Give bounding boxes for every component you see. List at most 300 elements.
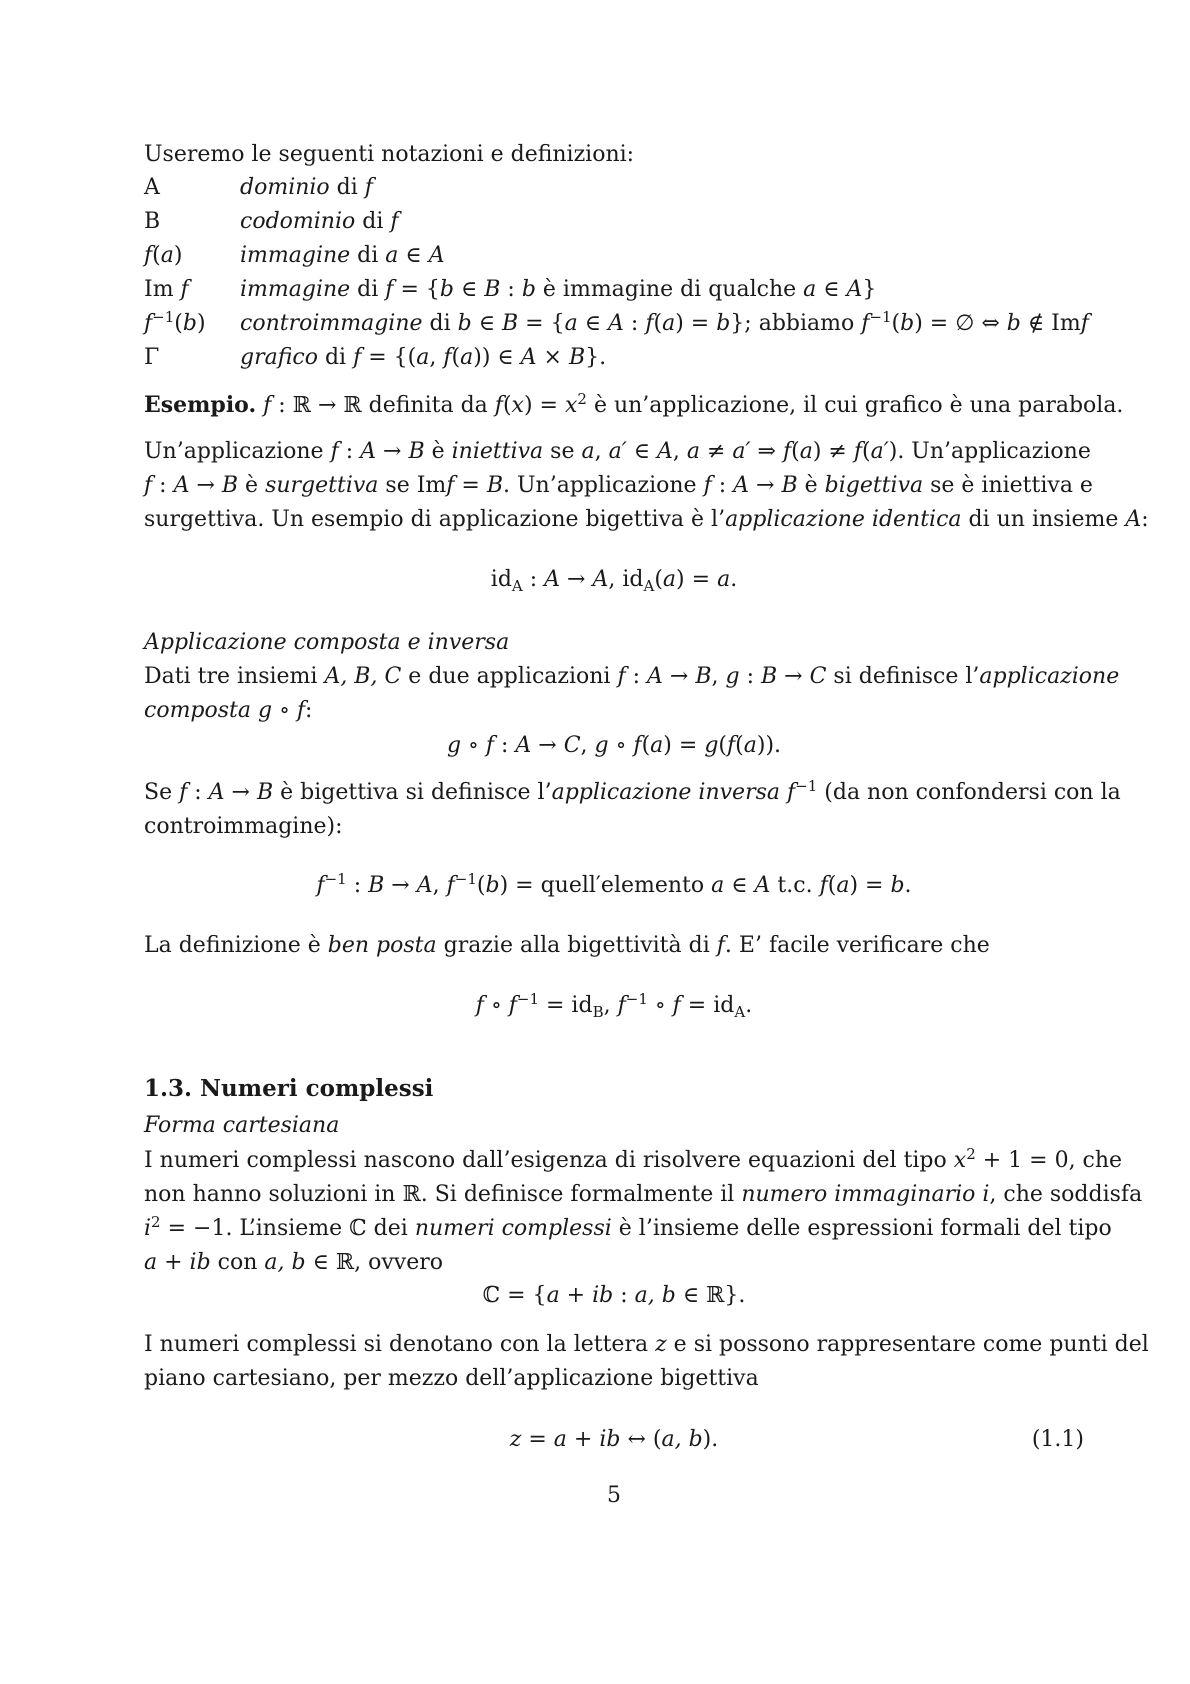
math-symbol: A [208, 780, 225, 805]
text-run: surgettiva [265, 473, 379, 498]
text-run: = [454, 473, 487, 498]
text-run: }; abbiamo [730, 311, 862, 336]
text-run: e due applicazioni [401, 664, 618, 689]
math-symbol: A [520, 345, 537, 370]
text-run: × [536, 345, 569, 370]
math-symbol: A [544, 567, 561, 592]
notation-definition [240, 340, 606, 376]
math-symbol: B [221, 473, 239, 498]
math-symbol: A [733, 473, 750, 498]
text-run: di [422, 311, 458, 336]
math-symbol: a′ [870, 439, 889, 464]
math-symbol: f [144, 243, 153, 268]
text-run: ℂ = { [482, 1283, 547, 1308]
paragraph-line [144, 1211, 1112, 1247]
math-symbol: f [364, 175, 373, 200]
text-run: ) = [849, 873, 891, 898]
paragraph-line [144, 1245, 443, 1281]
text-run: + 1 = 0, che [975, 1148, 1123, 1173]
math-symbol: a [144, 1250, 158, 1275]
text-run: → [189, 473, 222, 498]
text-run: , [672, 439, 687, 464]
math-symbol: a [564, 311, 578, 336]
math-symbol: f [144, 311, 153, 336]
text-run: di [329, 175, 365, 200]
math-symbol: ib [592, 1283, 614, 1308]
equation-bijection [144, 1422, 1084, 1458]
superscript: 2 [151, 1213, 161, 1231]
text-run: si definisce l’ [826, 664, 980, 689]
math-symbol: f [179, 780, 188, 805]
math-symbol: f [475, 993, 484, 1018]
text-run: applicazione [979, 664, 1120, 689]
math-symbol: C [809, 664, 827, 689]
text-run: ( [891, 311, 901, 336]
text-run: . [904, 873, 912, 898]
math-symbol: a [799, 439, 813, 464]
text-run: = −1. L’insieme ℂ dei [160, 1216, 415, 1241]
math-symbol: f [180, 277, 189, 302]
math-symbol: g [594, 733, 609, 758]
text-run: ( [862, 439, 871, 464]
math-symbol: a [662, 567, 677, 592]
text-run: è immagine di qualche [535, 277, 804, 302]
text-run: ( [827, 873, 837, 898]
text-run: ∉ Im [1020, 311, 1081, 336]
text-run: Dati tre insiemi [144, 664, 325, 689]
math-symbol: A [592, 567, 609, 592]
text-run: . [745, 993, 753, 1018]
math-symbol: b [521, 277, 536, 302]
text-run: ( [653, 311, 663, 336]
math-symbol: A, B, C [324, 664, 402, 689]
text-run: ∈ ℝ, ovvero [305, 1250, 444, 1275]
math-symbol: g [258, 698, 273, 723]
text-run: ∈ [471, 311, 503, 336]
math-symbol: b [900, 311, 915, 336]
text-run: : [1141, 507, 1149, 532]
superscript: −1 [625, 990, 648, 1008]
text-run: ben posta [327, 933, 437, 958]
text-run: immagine [240, 277, 351, 302]
text-run: ∈ ℝ}. [675, 1283, 746, 1308]
text-run: I numeri complessi si denotano con la lettera [144, 1332, 656, 1357]
text-run: ∘ [461, 733, 486, 758]
math-symbol: A [144, 175, 160, 200]
math-symbol: f [443, 345, 452, 370]
math-symbol: i [982, 1182, 990, 1207]
text-run: numero immaginario [741, 1182, 983, 1207]
paragraph-line [144, 809, 343, 845]
subscript: A [511, 577, 523, 595]
math-symbol: f [494, 393, 503, 418]
paragraph-line [144, 659, 1120, 695]
math-symbol: ib [599, 1427, 621, 1452]
text-run: se [543, 439, 582, 464]
math-symbol: f [316, 873, 325, 898]
text-run: grafico [240, 345, 318, 370]
math-symbol: f [617, 993, 626, 1018]
text-run: piano cartesiano, per mezzo dell’applicazione bigettiva [144, 1366, 759, 1391]
math-symbol: C [563, 733, 581, 758]
text-run: )). [756, 733, 782, 758]
text-run: : [346, 873, 369, 898]
math-symbol: f [861, 311, 870, 336]
paragraph-line [144, 1361, 759, 1397]
text-run: e si possono rappresentare come punti del [666, 1332, 1149, 1357]
text-run: Un’applicazione [144, 439, 331, 464]
text-run: → [749, 473, 782, 498]
text-run: . [730, 567, 738, 592]
notation-symbol [144, 238, 182, 274]
text-run: , [429, 345, 444, 370]
math-symbol: x [953, 1148, 967, 1173]
text-run: se Im [378, 473, 447, 498]
text-run: ) = [676, 567, 718, 592]
math-symbol: A [846, 277, 863, 302]
superscript: −1 [454, 870, 477, 888]
math-symbol: f [645, 311, 654, 336]
math-symbol: f [672, 993, 681, 1018]
text-run: controimmagine): [144, 814, 343, 839]
math-symbol: g [446, 733, 462, 758]
math-symbol: B [695, 664, 712, 689]
text-run: ∈ [577, 311, 609, 336]
superscript: −1 [152, 308, 175, 326]
paragraph-line [144, 775, 1121, 811]
text-run: : [625, 664, 648, 689]
math-symbol: b [890, 873, 905, 898]
superscript: −1 [795, 777, 818, 795]
math-symbol: f [727, 733, 736, 758]
math-symbol: a [662, 311, 676, 336]
text-run: + [559, 1283, 593, 1308]
notation-definition [240, 238, 445, 274]
text-run: , id [608, 567, 644, 592]
text-run: }. [585, 345, 607, 370]
text-run: ( [502, 393, 512, 418]
math-symbol: f [485, 733, 494, 758]
text-run: ). [702, 1427, 719, 1452]
text-run: I numeri complessi nascono dall’esigenza di risolvere equazioni del tipo [144, 1148, 954, 1173]
text-run: + [157, 1250, 190, 1275]
text-run: ∈ [398, 243, 429, 268]
math-symbol: B [486, 473, 504, 498]
superscript: −1 [324, 870, 347, 888]
math-symbol: a [743, 733, 757, 758]
text-run: : [152, 473, 174, 498]
equation-body [510, 1427, 718, 1452]
page-number: 5 [607, 1483, 621, 1508]
equation-well-posed [144, 988, 1084, 1024]
notation-definition [240, 272, 876, 308]
text-run: è l’insieme delle espressioni formali del tipo [611, 1216, 1112, 1241]
text-run: ⇒ [750, 439, 783, 464]
text-run: , [603, 993, 618, 1018]
text-run: codominio [240, 209, 356, 234]
math-symbol: a [416, 345, 430, 370]
text-run: Se [144, 780, 180, 805]
text-run: ) = [663, 733, 705, 758]
equation-complex-set [144, 1278, 1084, 1314]
math-symbol: f [716, 933, 725, 958]
math-symbol: b [1006, 311, 1021, 336]
math-symbol: a [717, 567, 731, 592]
text-run: , [594, 439, 609, 464]
text-run: → [531, 733, 564, 758]
text-run: ( [451, 345, 461, 370]
subscript: A [734, 1003, 746, 1021]
text-run: grazie alla bigettività di [436, 933, 717, 958]
math-symbol: f [819, 873, 828, 898]
math-symbol: a, b [634, 1283, 676, 1308]
text-run: = id [539, 993, 593, 1018]
math-symbol: a, b [264, 1250, 306, 1275]
text-run: di [355, 209, 391, 234]
text-run: ) = [675, 311, 717, 336]
intro-text: Useremo le seguenti notazioni e definizioni: [144, 142, 635, 167]
superscript: 2 [966, 1145, 976, 1163]
text-run: è bigettiva si definisce l’ [273, 780, 552, 805]
paragraph-line [144, 1327, 1149, 1363]
math-symbol: f [144, 473, 153, 498]
math-symbol: B [761, 664, 778, 689]
math-symbol: f [296, 698, 306, 723]
math-symbol: a [836, 873, 850, 898]
text-run: = id [680, 993, 735, 1018]
text-run: numeri complessi [414, 1216, 612, 1241]
math-symbol: a, b [661, 1427, 703, 1452]
math-symbol: f [703, 473, 712, 498]
math-symbol: g [725, 664, 740, 689]
text-run: , [580, 733, 595, 758]
math-symbol: f [446, 873, 455, 898]
subscript: B [592, 1003, 604, 1021]
math-symbol: f [446, 473, 455, 498]
math-symbol: a [553, 1427, 567, 1452]
math-symbol: a [385, 243, 399, 268]
text-run: Im [144, 277, 181, 302]
text-run: ( [735, 733, 744, 758]
math-symbol: A [360, 439, 377, 464]
math-symbol: B [568, 345, 586, 370]
text-run: ( [641, 733, 651, 758]
math-symbol: A [515, 733, 532, 758]
text-run: iniettiva [451, 439, 544, 464]
notation-definition [240, 306, 1089, 342]
text-run: → [777, 664, 810, 689]
text-run: , [432, 873, 447, 898]
text-run: dominio [240, 175, 330, 200]
superscript: 2 [577, 390, 587, 408]
math-symbol: b [457, 311, 472, 336]
math-symbol: f [385, 277, 394, 302]
text-run: : [305, 698, 313, 723]
text-run: Esempio. [144, 392, 257, 418]
text-run: ) = quell′elemento [499, 873, 712, 898]
text-run: ) [196, 311, 206, 336]
equation-identity [144, 562, 1084, 598]
math-symbol: f [1080, 311, 1089, 336]
paragraph-line [144, 468, 1093, 504]
math-symbol: a [581, 439, 595, 464]
text-run: surgettiva. Un esempio di applicazione bigettiva è l’ [144, 507, 726, 532]
math-symbol: b [485, 873, 500, 898]
text-run: : [739, 664, 761, 689]
text-run: : [500, 277, 522, 302]
text-run: ( [791, 439, 800, 464]
text-run: : [493, 733, 516, 758]
text-run: è [238, 473, 266, 498]
text-run: di [350, 243, 386, 268]
superscript: −1 [516, 990, 540, 1008]
equation-composite [144, 728, 1084, 764]
text-run: è [797, 473, 825, 498]
subscript: A [643, 577, 655, 595]
text-run: di un insieme [961, 507, 1126, 532]
math-symbol: f [787, 780, 796, 805]
example-paragraph [144, 387, 1123, 424]
math-symbol: ib [189, 1250, 211, 1275]
notation-symbol [144, 272, 189, 308]
math-symbol: f [617, 664, 626, 689]
text-run: applicazione identica [725, 507, 962, 532]
text-run: : [613, 1283, 635, 1308]
math-symbol: A [173, 473, 190, 498]
text-run: : [623, 311, 646, 336]
text-run: ( [174, 311, 183, 336]
math-symbol: f [330, 439, 339, 464]
text-run: = [521, 1427, 554, 1452]
text-run: ) = ∅ ⇔ [914, 311, 1007, 336]
math-symbol: B [781, 473, 798, 498]
math-symbol: b [716, 311, 731, 336]
math-symbol: A [608, 311, 624, 336]
paragraph-line [144, 928, 990, 964]
equation-inverse [144, 868, 1084, 904]
text-run: non hanno soluzioni in ℝ. Si definisce formalmente il [144, 1182, 742, 1207]
text-run: ( [152, 243, 161, 268]
math-symbol: A [428, 243, 445, 268]
math-symbol: z [509, 1427, 522, 1452]
text-run: di [317, 345, 354, 370]
notation-definition [240, 204, 399, 240]
text-run: ) [173, 243, 183, 268]
text-run: : [338, 439, 361, 464]
text-run: : [522, 567, 545, 592]
text-run: La definizione è [144, 933, 328, 958]
text-run: )) ∈ [473, 345, 521, 370]
section-title: 1.3. Numeri complessi [144, 1075, 434, 1102]
math-symbol: g [704, 733, 719, 758]
math-symbol: f [853, 439, 863, 464]
math-symbol: A [647, 664, 663, 689]
text-run: , [711, 664, 726, 689]
text-run: controimmagine [240, 311, 423, 336]
text-run: di [350, 277, 386, 302]
equation-number: (1.1) [1031, 1427, 1084, 1452]
text-run: Γ [144, 345, 160, 370]
text-run: se è iniettiva e [923, 473, 1093, 498]
math-symbol: a [160, 243, 174, 268]
subsection-heading: Applicazione composta e inversa [144, 630, 510, 655]
text-run: ∘ [483, 993, 509, 1018]
math-symbol: f [633, 733, 642, 758]
math-symbol: b [182, 311, 197, 336]
math-symbol: a′ [608, 439, 627, 464]
math-symbol: B [408, 439, 425, 464]
text-run: ∈ [724, 873, 755, 898]
math-symbol: B [368, 873, 385, 898]
superscript: −1 [869, 308, 892, 326]
math-symbol: f [782, 439, 792, 464]
math-symbol: B [256, 780, 274, 805]
math-symbol: a [650, 733, 664, 758]
math-symbol: B [502, 311, 519, 336]
notation-definition [240, 170, 373, 206]
math-symbol: f [390, 209, 399, 234]
math-symbol: x [564, 393, 578, 418]
math-symbol: A [1125, 507, 1142, 532]
math-symbol: b [439, 277, 454, 302]
text-run: = { [518, 311, 565, 336]
text-run: → [662, 664, 696, 689]
text-run: ∈ [816, 277, 847, 302]
text-run: → [384, 873, 417, 898]
text-run: è [424, 439, 452, 464]
text-run: con [210, 1250, 265, 1275]
text-run: ∘ [608, 733, 634, 758]
text-run: = {( [361, 345, 417, 370]
text-run: t.c. [770, 873, 820, 898]
text-run: . Un’applicazione [503, 473, 704, 498]
text-run: applicazione inversa [551, 780, 787, 805]
text-run: . E’ facile verificare che [724, 933, 990, 958]
text-run: : ℝ → ℝ definita da [271, 393, 495, 418]
paragraph-line [144, 1143, 1123, 1179]
math-symbol: f [353, 345, 362, 370]
text-run: } [862, 277, 877, 302]
math-symbol: a [686, 439, 700, 464]
text-run: immagine [240, 243, 351, 268]
text-run: è un’applicazione, il cui grafico è una parabola. [586, 393, 1124, 418]
math-symbol: A [416, 873, 433, 898]
text-run: bigettiva [824, 473, 924, 498]
notation-symbol [144, 170, 160, 206]
notation-symbol [144, 204, 160, 240]
text-run: , che soddisfa [989, 1182, 1143, 1207]
text-run: ( [654, 567, 663, 592]
text-run: + [566, 1427, 600, 1452]
math-symbol: a [711, 873, 725, 898]
math-symbol: A [754, 873, 771, 898]
math-symbol: a [460, 345, 474, 370]
text-run: → [224, 780, 257, 805]
math-symbol: B [484, 277, 501, 302]
math-symbol: A [656, 439, 673, 464]
text-run: id [490, 567, 512, 592]
text-run: → [560, 567, 593, 592]
text-run: : [711, 473, 734, 498]
math-symbol: f [263, 393, 272, 418]
text-run: ( [718, 733, 727, 758]
paragraph-line [144, 1177, 1143, 1213]
text-run: ( [476, 873, 486, 898]
text-run: ). Un’applicazione [888, 439, 1091, 464]
math-symbol: f [508, 993, 517, 1018]
text-run: ∘ [647, 993, 673, 1018]
math-symbol: i [144, 1216, 152, 1241]
